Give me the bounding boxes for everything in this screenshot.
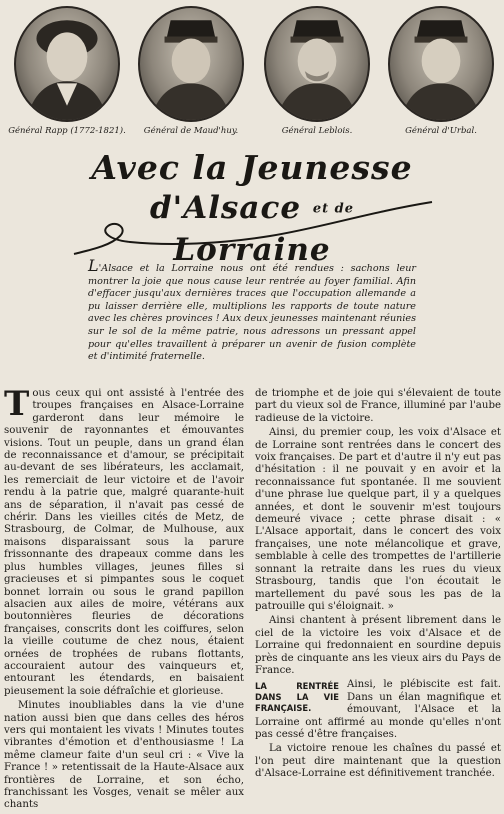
portrait-caption: Général Rapp (1772-1821). <box>8 126 126 136</box>
title-connector: et de <box>312 201 355 217</box>
portrait-figure-icon <box>140 8 242 120</box>
portrait-durbal <box>382 6 500 136</box>
intro-text: 'Alsace et la Lorraine nous ont été rendues : sachons leur montrer la joie que nous cause leur rentrée au foyer familial. Afin d'effacer jusqu'aux dernières traces que l'occupation allemande a pu laisser derrière elle, multiplions les rapports de toute nature avec les chères provinces ! Aux deux jeunesses maintenant réunies sur le sol de la même patrie, nous adressons un pressant appel pour qu'elles travaillent à préparer un avenir de fusion complète et d'intimité fraternelle. <box>88 263 416 363</box>
paragraph <box>4 384 244 698</box>
title-flourish-ornament <box>70 198 434 258</box>
section-subheading: LA RENTRÉE DANS LA VIE FRANÇAISE. <box>255 681 339 714</box>
left-column <box>4 384 244 814</box>
portrait-caption: Général d'Urbal. <box>405 126 477 136</box>
portrait-caption: Général Leblois. <box>281 126 353 136</box>
portrait-medallion <box>14 6 120 122</box>
portrait-medallion <box>388 6 494 122</box>
portrait-figure-icon <box>390 8 492 120</box>
portrait-figure-icon <box>266 8 368 120</box>
paragraph: La victoire renoue les chaînes du passé et l'on peut dire maintenant que la question d'Alsace-Lorraine est définitivement tranchée. <box>255 743 501 780</box>
portrait-maudhuy <box>132 6 250 136</box>
intro-paragraph <box>88 256 416 364</box>
title-line-1: Avec la Jeunesse <box>91 148 413 187</box>
paragraph: Minutes inoubliables dans la vie d'une nation aussi bien que dans celles des héros vers qui montaient les vivats ! Minutes toutes vibrantes d'émotion et d'enthousiasme ! La même clameur faite d'un seul cri : « Vive la France ! » retentissait de la Haute-Alsace aux frontières de Lorraine, et son écho, franchissant les Vosges, venait se mêler aux chants <box>4 700 244 811</box>
portrait-row <box>0 6 504 144</box>
paragraph-text: ous ceux qui ont assisté à l'entrée des troupes françaises en Alsace-Lorraine garderont dans leur mémoire le souvenir de rayonnantes et émouvantes visions. Tout un peuple, dans un grand élan de reconnaissance et d'amour, se précipitait au-devant de ses libérateurs, les acclamait, les remerciait de leur victoire et de l'avoir rendu à la patrie que, malgré quarante-huit ans de séparation, il n'avait pas cessé de chérir. Dans les vieilles cités de Metz, de Strasbourg, de Colmar, de Mulhouse, aux maisons disparaissant sous la parure frissonnante des drapeaux comme dans les plus humbles villages, jeunes filles si gracieuses et si pimpantes sous le coquet bonnet lorrain ou sous le grand papillon alsacien aux ailes de moire, vétérans aux boutonnières fleuries de décorations françaises, conscrits dont les coiffures, selon la vieille coutume de chez nous, étaient ornées de trophées de rubans flottants, accouraient autour des vainqueurs et, entourant les étendards, en baisaient pieusement la soie défraîchie et glorieuse. <box>4 388 244 697</box>
title-alsace: d'Alsace <box>149 190 302 226</box>
portrait-medallion <box>138 6 244 122</box>
paragraph: Ainsi, du premier coup, les voix d'Alsace et de Lorraine sont rentrées dans le concert des voix françaises. De part et d'autre il n'y eut pas d'hésitation : il ne pouvait y en avoir et la reconnaissance fut spontanée. Il me souvient d'une phrase lue quelque part, il y a quelques années, et dont le souvenir m'est toujours demeuré vivace ; cette phrase disait : « L'Alsace apportait, dans le concert des voix françaises, une note mélancolique et grave, semblable à celle des trompettes de l'artillerie sonnant la retraite dans les rues du vieux Strasbourg, tandis que l'on écoutait le martellement du pavé sous les pas de la patrouille qui s'éloignait. » <box>255 427 501 612</box>
paragraph: de triomphe et de joie qui s'élevaient de toute part du vieux sol de France, illuminé par l'aube radieuse de la victoire. <box>255 388 501 424</box>
title-lorraine: Lorraine <box>173 231 331 268</box>
intro-initial: L <box>88 256 99 275</box>
portrait-leblois <box>258 6 376 136</box>
paragraph-text: Ainsi, le plébiscite est fait. Dans un élan magnifique et émouvant, l'Alsace et la Lorraine ont affirmé au monde qu'elles n'ont pas cessé d'être françaises. <box>255 679 501 740</box>
portrait-figure-icon <box>16 8 118 120</box>
right-column <box>255 388 501 783</box>
drop-cap: T <box>4 384 30 424</box>
portrait-medallion <box>264 6 370 122</box>
portrait-caption: Général de Maud'huy. <box>143 126 239 136</box>
portrait-rapp <box>8 6 126 136</box>
paragraph: Ainsi chantent à présent librement dans le ciel de la victoire les voix d'Alsace et de Lorraine qui fredonnaient en sourdine depuis près de cinquante ans les vieux airs du Pays de France. <box>255 615 501 676</box>
paragraph <box>255 679 501 741</box>
